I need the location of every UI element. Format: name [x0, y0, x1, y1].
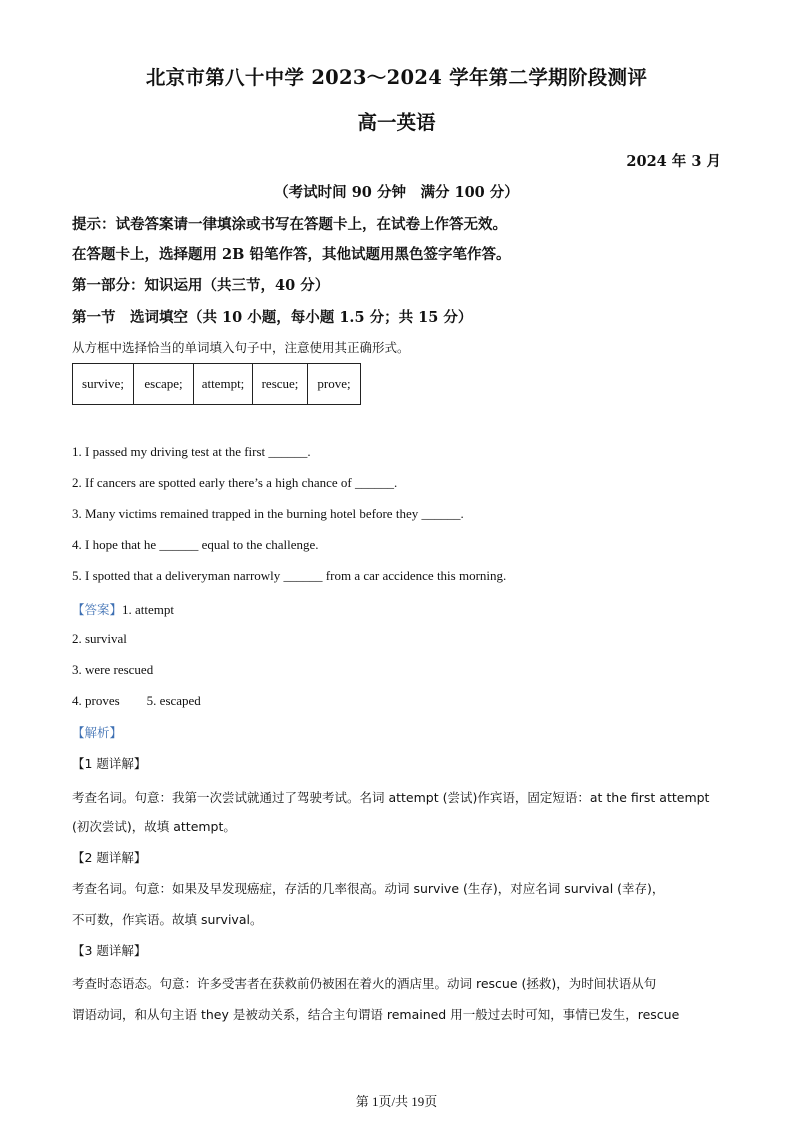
section1-heading: 第一节 选词填空（共 10 小题，每小题 1.5 分；共 15 分）	[72, 309, 473, 326]
answer-line-4	[72, 693, 201, 709]
word-cell: attempt;	[194, 364, 253, 404]
answer-1: 1. attempt	[122, 602, 175, 617]
q3-detail-line-2: 谓语动词，和从句主语 they 是被动关系，结合主句谓语 remained 用一般过去时可知，事情已发生，rescue	[72, 1007, 680, 1022]
page-title: 北京市第八十中学 2023～2024 学年第二学期阶段测评	[145, 66, 648, 89]
answer-4: 4. proves	[72, 693, 120, 708]
question-2: 2. If cancers are spotted early there’s a high chance of ______.	[72, 475, 398, 490]
q3-detail-heading: 【3 题详解】	[72, 943, 147, 958]
q1-detail-line-2: (初次尝试)，故填 attempt。	[72, 819, 236, 834]
q2-detail-line-1: 考查名词。句意：如果及早发现癌症，存活的几率很高。动词 survive (生存)，对应名词 survival (幸存)，	[72, 881, 665, 896]
notice-line-2: 在答题卡上，选择题用 2B 铅笔作答，其他试题用黑色签字笔作答。	[72, 246, 511, 263]
notice-line-1: 提示：试卷答案请一律填涂或书写在答题卡上，在试卷上作答无效。	[72, 216, 507, 233]
q1-detail-line-1: 考查名词。句意：我第一次尝试就通过了驾驶考试。名词 attempt (尝试)作宾语，固定短语：at the first attempt	[72, 790, 710, 805]
question-1: 1. I passed my driving test at the first ______.	[72, 444, 311, 459]
section1-instruction: 从方框中选择恰当的单词填入句子中，注意使用其正确形式。	[72, 340, 410, 355]
part1-heading: 第一部分：知识运用（共三节，40 分）	[72, 277, 330, 294]
q2-detail-line-2: 不可数，作宾语。故填 survival。	[72, 912, 263, 927]
q3-detail-line-1: 考查时态语态。句意：许多受害者在获救前仍被困在着火的酒店里。动词 rescue (拯救)，为时间状语从句	[72, 976, 657, 991]
word-cell: survive;	[73, 364, 134, 404]
answer-5: 5. escaped	[146, 693, 201, 708]
word-cell: rescue;	[253, 364, 308, 404]
word-cell: escape;	[134, 364, 194, 404]
exam-info: （考试时间 90 分钟 满分 100 分）	[274, 184, 519, 201]
q1-detail-heading: 【1 题详解】	[72, 756, 147, 771]
question-5: 5. I spotted that a deliveryman narrowly ______ from a car accidence this morning.	[72, 568, 507, 583]
word-box	[72, 363, 361, 405]
exam-date: 2024 年 3 月	[626, 153, 721, 170]
page-subtitle: 高一英语	[357, 111, 436, 134]
question-3: 3. Many victims remained trapped in the burning hotel before they ______.	[72, 506, 464, 521]
q2-detail-heading: 【2 题详解】	[72, 850, 147, 865]
answer-label: 【答案】	[72, 602, 123, 617]
question-4: 4. I hope that he ______ equal to the challenge.	[72, 537, 319, 552]
answer-3: 3. were rescued	[72, 662, 154, 677]
answer-line-1	[72, 600, 174, 618]
word-cell: prove;	[317, 376, 351, 391]
analysis-label: 【解析】	[72, 725, 123, 740]
page-number: 第 1页/共 19页	[355, 1094, 438, 1109]
answer-2: 2. survival	[72, 631, 127, 646]
